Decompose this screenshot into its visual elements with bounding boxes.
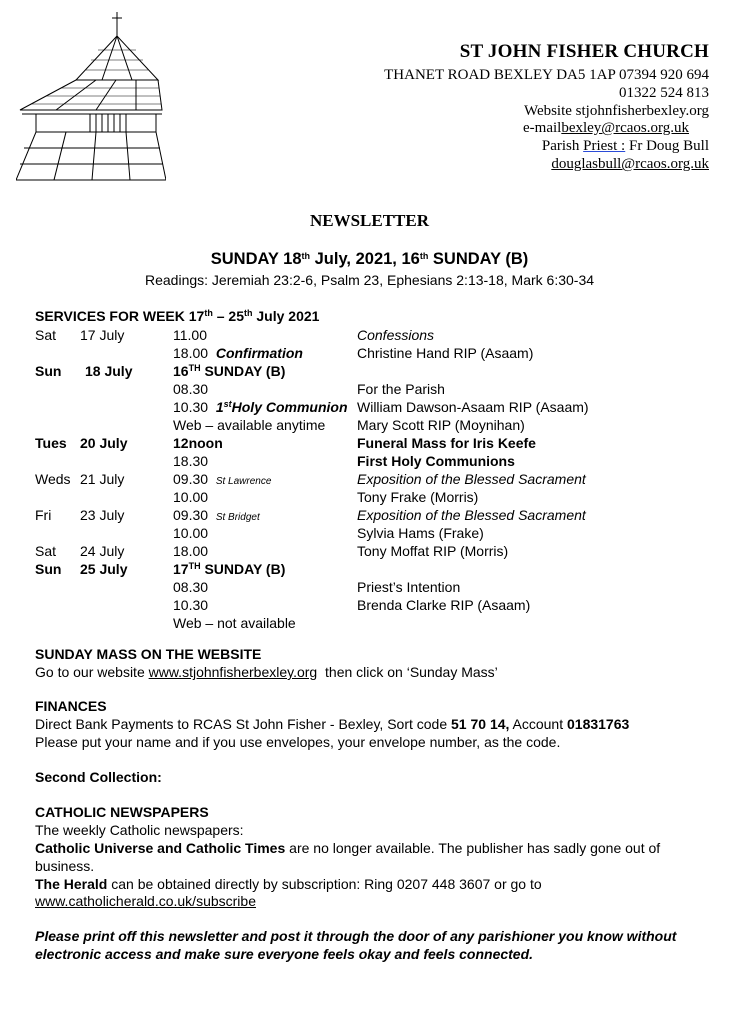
finances-line2: Please put your name and if you use envelopes, your envelope number, as the code. [35, 734, 561, 750]
newspapers-bold2: The Herald [35, 876, 108, 892]
service-time-note: St Bridget [215, 512, 260, 523]
website-link[interactable]: www.stjohnfisherbexley.org [148, 664, 318, 680]
service-intention: Sylvia Hams (Frake) [357, 525, 484, 541]
service-date: 24 July [80, 543, 125, 559]
service-time-cell [173, 398, 348, 416]
service-intention: Tony Moffat RIP (Morris) [357, 543, 509, 559]
service-time: 11.00 [173, 327, 207, 343]
service-intention: Priest’s Intention [357, 579, 461, 595]
service-day: Sun [35, 363, 62, 379]
service-day: Weds [35, 471, 71, 487]
service-time: 18.00 [173, 345, 209, 361]
service-date: 23 July [80, 507, 125, 523]
finances-bank-line [35, 715, 629, 733]
services-heading [35, 308, 319, 324]
email-prefix: e-mail [523, 120, 562, 136]
church-phone: 01322 524 813 [619, 85, 709, 101]
sunday-sup1: th [301, 251, 311, 261]
finances-text-b: Account [509, 716, 567, 732]
service-time: 17 [173, 561, 189, 577]
service-time: 09.30 [173, 471, 209, 487]
services-heading-a: SERVICES FOR WEEK 17 [35, 308, 205, 324]
closing-message: Please print off this newsletter and post it through the door of any parishioner you know without electronic access and make sure everyone feels okay and feels connected. [35, 928, 677, 962]
service-date: 20 July [80, 435, 128, 451]
service-intention: Exposition of the Blessed Sacrament [357, 471, 586, 487]
service-intention: For the Parish [357, 381, 445, 397]
newspapers-para2 [35, 875, 715, 893]
sunday-mass-heading: SUNDAY MASS ON THE WEBSITE [35, 646, 262, 662]
service-time-cell [173, 344, 303, 362]
service-time: 16 [173, 363, 189, 379]
sunday-suffix: SUNDAY (B) [428, 250, 529, 268]
priest-email-link[interactable]: douglasbull@rcaos.org.uk [551, 156, 709, 172]
sunday-mass-text [35, 663, 498, 681]
service-time: 18.30 [173, 453, 209, 469]
service-time-rest: SUNDAY (B) [200, 363, 286, 379]
service-time: 10.30 [173, 399, 209, 415]
services-heading-b: – 25 [212, 308, 244, 324]
service-intention: Exposition of the Blessed Sacrament [357, 507, 586, 523]
church-drawing [16, 10, 166, 182]
sunday-prefix: SUNDAY 18 [210, 250, 302, 268]
newspapers-intro: The weekly Catholic newspapers: [35, 822, 244, 838]
service-intention: Tony Frake (Morris) [357, 489, 479, 505]
service-time-cell [173, 362, 285, 380]
services-sup-a: th [204, 308, 213, 318]
newsletter-title: NEWSLETTER [309, 211, 430, 230]
service-intention: Christine Hand RIP (Asaam) [357, 345, 534, 361]
service-time: 08.30 [173, 381, 209, 397]
service-time-sup: TH [188, 561, 201, 571]
service-time: 08.30 [173, 579, 209, 595]
service-time-note: St Lawrence [215, 476, 272, 487]
herald-link[interactable]: www.catholicherald.co.uk/subscribe [35, 893, 256, 909]
service-time: 10.00 [173, 489, 209, 505]
service-intention: Mary Scott RIP (Moynihan) [357, 417, 525, 433]
service-intention: William Dawson-Asaam RIP (Asaam) [357, 399, 589, 415]
service-intention: Funeral Mass for Iris Keefe [357, 435, 536, 451]
finances-text-a: Direct Bank Payments to RCAS St John Fisher - Bexley, Sort code [35, 716, 452, 732]
note-rest: Holy Communion [231, 399, 348, 415]
sunday-middle: July, 2021, 16 [310, 250, 420, 268]
priest-prefix: Parish [541, 138, 584, 154]
service-date: 25 July [80, 561, 128, 577]
sunday-sup2: th [419, 251, 429, 261]
note-num: 1 [215, 399, 224, 415]
email-link[interactable]: bexley@rcaos.org.uk [561, 120, 689, 136]
service-time-note [216, 399, 348, 415]
service-time-rest: SUNDAY (B) [200, 561, 286, 577]
priest-label: Priest : [583, 138, 626, 154]
service-day: Sat [35, 327, 57, 343]
service-time: 10.00 [173, 525, 209, 541]
priest-name: Fr Doug Bull [625, 138, 709, 154]
parish-priest-line [542, 137, 709, 155]
finances-heading: FINANCES [35, 698, 107, 714]
church-email-line [523, 119, 689, 137]
service-intention: Confessions [357, 327, 435, 343]
newspapers-bold1: Catholic Universe and Catholic Times [35, 840, 286, 856]
sunday-mass-text-a: Go to our website [35, 664, 149, 680]
service-day: Tues [35, 435, 67, 451]
sort-code: 51 70 14, [451, 716, 510, 732]
service-day: Sat [35, 543, 57, 559]
service-time: Web – available anytime [173, 417, 326, 433]
services-heading-c: July 2021 [252, 308, 320, 324]
newspapers-para1 [35, 839, 715, 875]
newspapers-text2: can be obtained directly by subscription: Ring 0207 448 3607 or go to [107, 876, 542, 892]
church-address: THANET ROAD BEXLEY DA5 1AP 07394 920 694 [384, 67, 709, 83]
newspapers-heading: CATHOLIC NEWSPAPERS [35, 804, 209, 820]
service-time-cell [173, 560, 285, 578]
sunday-mass-text-b: then click on ‘Sunday Mass’ [317, 664, 498, 680]
readings: Readings: Jeremiah 23:2-6, Psalm 23, Ephesians 2:13-18, Mark 6:30-34 [144, 272, 595, 288]
service-day: Sun [35, 561, 62, 577]
service-time-note: Confirmation [215, 345, 303, 361]
service-date: 18 July [85, 363, 133, 379]
service-intention: First Holy Communions [357, 453, 515, 469]
service-time: 09.30 [173, 507, 209, 523]
church-website: Website stjohnfisherbexley.org [523, 103, 709, 119]
service-time: Web – not available [173, 615, 296, 631]
service-time-sup: TH [188, 363, 201, 373]
service-day: Fri [35, 507, 52, 523]
service-intention: Brenda Clarke RIP (Asaam) [357, 597, 531, 613]
service-time: 10.30 [173, 597, 209, 613]
service-date: 17 July [80, 327, 125, 343]
newspapers-text1: are no longer available. The publisher has sadly gone out of business. [35, 840, 661, 874]
church-name: ST JOHN FISHER CHURCH [459, 41, 709, 62]
service-time: 12noon [173, 435, 223, 451]
service-time: 18.00 [173, 543, 209, 559]
service-date: 21 July [80, 471, 125, 487]
note-sup: st [223, 399, 232, 409]
account-number: 01831763 [567, 716, 630, 732]
services-sup-b: th [243, 308, 253, 318]
sunday-heading [0, 250, 739, 269]
second-collection: Second Collection: [35, 769, 162, 785]
